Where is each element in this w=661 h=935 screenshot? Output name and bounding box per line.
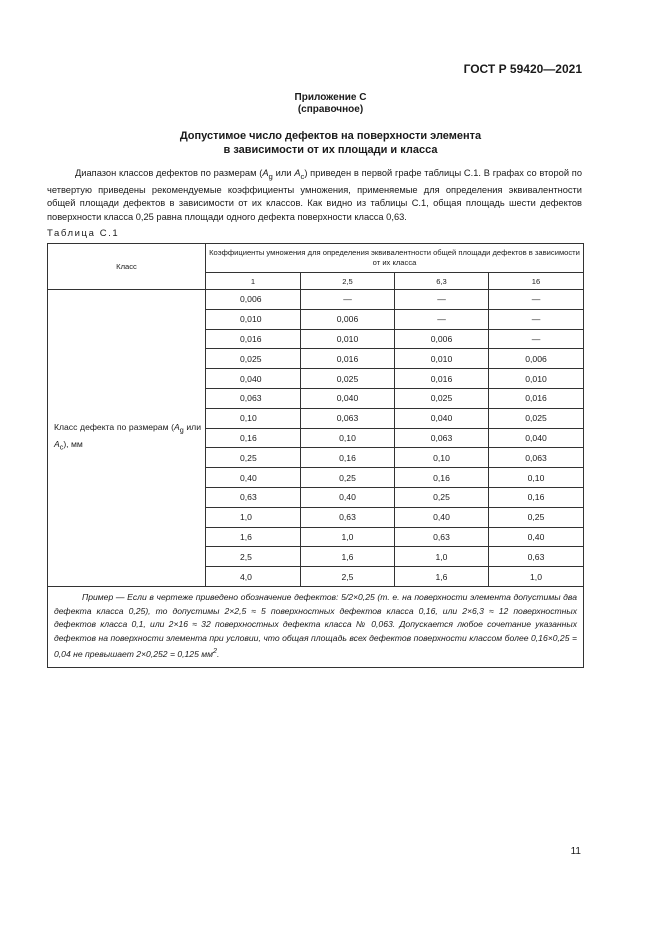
para-text-c: ) приведен в первой графе таблицы С.1. В графах со второй по четвертую приведены рекомендуемые коэффициенты умножения, применяемые для определения эквивалентности общей площади дефектов в зависимости от их классов. Как видно из таблицы С.1, общая площадь шести дефектов поверхности класса 0,25 равна площади одного дефекта поверхности класса 0,63.	[47, 168, 582, 223]
table-cell: 0,10	[489, 468, 584, 488]
table-cell: 0,063	[206, 388, 301, 408]
coef-column-1: 1	[206, 273, 301, 290]
table-cell: 0,40	[206, 468, 301, 488]
para-text-a: Диапазон классов дефектов по размерам (	[75, 168, 263, 178]
table-cell: —	[489, 329, 584, 349]
section-title-line-1: Допустимое число дефектов на поверхности элемента	[179, 130, 482, 142]
table-cell: 0,025	[301, 369, 395, 389]
table-cell: 0,016	[301, 349, 395, 369]
table-cell: 0,10	[206, 408, 301, 428]
table-cell: 0,016	[489, 388, 584, 408]
table-cell: 0,16	[489, 487, 584, 507]
table-cell: 0,63	[489, 547, 584, 567]
table-cell: 0,63	[395, 527, 489, 547]
header-coefficients: Коэффициенты умножения для определения эквивалентности общей площади дефектов в зависимости от их класса	[206, 244, 584, 273]
table-cell: 0,025	[206, 349, 301, 369]
table-cell: 0,016	[206, 329, 301, 349]
coef-column-4: 16	[489, 273, 584, 290]
table-cell: 0,63	[206, 487, 301, 507]
example-sup: 2	[213, 647, 218, 656]
table-cell: 0,010	[395, 349, 489, 369]
table-row	[48, 290, 584, 310]
table-cell: 0,63	[301, 507, 395, 527]
table-cell: —	[489, 290, 584, 310]
table-cell: 0,25	[206, 448, 301, 468]
para-symbol-g: A	[262, 168, 269, 178]
table-cell: 0,10	[301, 428, 395, 448]
table-cell: 2,5	[206, 547, 301, 567]
table-cell: 0,16	[301, 448, 395, 468]
table-cell: 1,6	[206, 527, 301, 547]
row-label-sub-g: g	[179, 426, 184, 435]
header-class: Класс	[48, 244, 206, 290]
table-cell: 0,40	[489, 527, 584, 547]
annex-heading	[0, 92, 661, 116]
table-cell: 0,025	[395, 388, 489, 408]
table-caption: Таблица С.1	[47, 228, 120, 239]
table-cell: 0,063	[395, 428, 489, 448]
example-text: Пример — Если в чертеже приведено обозначение дефектов: 5/2×0,25 (т. е. на поверхности элемента допустимы два дефекта класса 0,25), то допустимы 2×2,5 ≈ 5 поверхностных дефектов класса 0,16, или 2×6,3 ≈ 12 поверхностных дефектов класса 0,1, или 2×16 ≈ 32 поверхностных дефекта класса № 0,063. Допускается любое сочетание указанных дефектов на поверхности элемента при условии, что общая площадь всех дефектов поверхности классом более 0,16×0,25 = 0,04 не превышает 2×0,252 = 0,125 мм	[54, 591, 578, 660]
para-symbol-c: A	[294, 168, 301, 178]
table-cell: 0,063	[301, 408, 395, 428]
table-cell: 1,0	[301, 527, 395, 547]
table-cell: 0,006	[395, 329, 489, 349]
table-cell: 2,5	[301, 567, 395, 587]
table-cell: 0,063	[489, 448, 584, 468]
table-cell: 0,16	[206, 428, 301, 448]
table-cell: —	[301, 290, 395, 310]
row-label-text-a: Класс дефекта по размерам (	[54, 422, 174, 433]
para-sub-g: g	[268, 171, 273, 181]
table-cell: 0,25	[301, 468, 395, 488]
table-cell: 4,0	[206, 567, 301, 587]
table-cell: 0,006	[206, 290, 301, 310]
document-code: ГОСТ Р 59420—2021	[463, 62, 582, 76]
row-label-text-c: ), мм	[63, 438, 83, 449]
table-cell: —	[395, 290, 489, 310]
table-cell: 0,010	[301, 329, 395, 349]
table-cell: —	[489, 309, 584, 329]
row-label-text-b: или	[183, 422, 201, 433]
table-cell: —	[395, 309, 489, 329]
page-number: 11	[570, 846, 581, 857]
row-label-symbol-c: A	[54, 438, 60, 449]
table-cell: 0,040	[395, 408, 489, 428]
table-cell: 1,6	[395, 567, 489, 587]
row-label-sub-c: c	[59, 443, 64, 452]
table-cell: 1,0	[395, 547, 489, 567]
table-cell: 0,016	[395, 369, 489, 389]
row-label-class-defect	[48, 290, 206, 587]
section-title	[0, 129, 661, 157]
annex-subtitle: (справочное)	[297, 104, 364, 115]
intro-paragraph	[47, 167, 582, 225]
example-end: .	[217, 649, 220, 660]
table-cell: 0,025	[489, 408, 584, 428]
table-cell: 0,25	[489, 507, 584, 527]
table-cell: 0,16	[395, 468, 489, 488]
table-cell: 0,006	[489, 349, 584, 369]
table-cell: 1,6	[301, 547, 395, 567]
annex-title: Приложение С	[294, 92, 367, 103]
table-cell: 0,25	[395, 487, 489, 507]
example-note	[48, 586, 584, 667]
table-cell: 1,0	[489, 567, 584, 587]
table-cell: 0,40	[301, 487, 395, 507]
para-text-b: или	[272, 168, 295, 178]
table-cell: 1,0	[206, 507, 301, 527]
defects-table	[47, 243, 584, 668]
coef-column-2: 2,5	[301, 273, 395, 290]
table-cell: 0,006	[301, 309, 395, 329]
row-label-symbol-g: A	[174, 422, 180, 433]
table-cell: 0,40	[395, 507, 489, 527]
table-cell: 0,040	[206, 369, 301, 389]
coef-column-3: 6,3	[395, 273, 489, 290]
table-cell: 0,010	[206, 309, 301, 329]
section-title-line-2: в зависимости от их площади и класса	[223, 144, 438, 156]
table-cell: 0,010	[489, 369, 584, 389]
para-sub-c: c	[300, 171, 305, 181]
table-cell: 0,040	[301, 388, 395, 408]
table-cell: 0,10	[395, 448, 489, 468]
table-cell: 0,040	[489, 428, 584, 448]
